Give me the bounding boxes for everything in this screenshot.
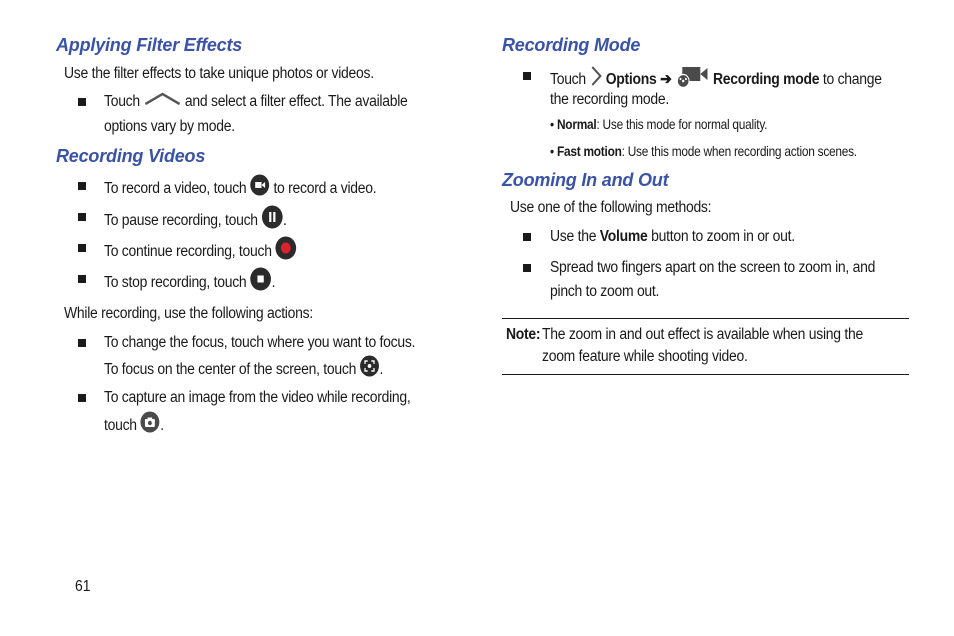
stop-icon bbox=[250, 267, 272, 299]
videos-bullet-4: To stop recording, touch . bbox=[104, 267, 275, 299]
videos-bullet-6-line1: To capture an image from the video while recording, bbox=[104, 389, 411, 406]
note-label: Note: bbox=[506, 326, 541, 343]
recording-mode-icon bbox=[675, 64, 709, 96]
mode-sub-fast-motion: • Fast motion: Use this mode when recording action scenes. bbox=[550, 143, 857, 159]
camera-icon bbox=[140, 411, 160, 441]
record-icon bbox=[275, 236, 297, 268]
bullet bbox=[523, 264, 531, 272]
note-line2: zoom feature while shooting video. bbox=[542, 348, 748, 365]
heading-zooming: Zooming In and Out bbox=[502, 170, 669, 190]
bullet bbox=[523, 233, 531, 241]
zoom-intro: Use one of the following methods: bbox=[510, 199, 712, 216]
bullet bbox=[78, 275, 86, 283]
heading-applying-filter-effects: Applying Filter Effects bbox=[56, 35, 243, 55]
videos-bullet-2: To pause recording, touch . bbox=[104, 205, 287, 237]
filter-intro: Use the filter effects to take unique photos or videos. bbox=[64, 65, 374, 82]
videos-bullet-5-line2: To focus on the center of the screen, touch . bbox=[104, 355, 383, 385]
bullet bbox=[78, 244, 86, 252]
note-top-rule bbox=[502, 318, 909, 319]
zoom-bullet-2-line2: pinch to zoom out. bbox=[550, 283, 660, 300]
mode-bullet-1-line2: the recording mode. bbox=[550, 91, 669, 108]
mode-bullet-1: Touch Options ➔ Recording mode to change bbox=[550, 64, 882, 96]
videos-bullet-1: To record a video, touch to record a video. bbox=[104, 174, 376, 204]
videos-bullet-3: To continue recording, touch bbox=[104, 236, 297, 268]
videos-bullet-5-line1: To change the focus, touch where you want to focus. bbox=[104, 334, 416, 351]
bullet bbox=[523, 72, 531, 80]
heading-recording-mode: Recording Mode bbox=[502, 35, 641, 55]
note-line1: The zoom in and out effect is available when using the bbox=[542, 326, 863, 343]
page-number: 61 bbox=[75, 578, 91, 595]
focus-icon bbox=[360, 355, 380, 385]
video-camera-icon bbox=[250, 174, 270, 204]
note-bottom-rule bbox=[502, 374, 909, 375]
mode-sub-normal: • Normal: Use this mode for normal quality. bbox=[550, 116, 768, 132]
zoom-bullet-2-line1: Spread two fingers apart on the screen to zoom in, and bbox=[550, 259, 876, 276]
videos-bullet-6-line2: touch . bbox=[104, 411, 164, 441]
while-recording-text: While recording, use the following actions: bbox=[64, 305, 313, 322]
filter-bullet-1-line2: options vary by mode. bbox=[104, 118, 235, 135]
bullet bbox=[78, 98, 86, 106]
bullet bbox=[78, 394, 86, 402]
heading-recording-videos: Recording Videos bbox=[56, 146, 206, 166]
bullet bbox=[78, 339, 86, 347]
filter-bullet-1: Touch and select a filter effect. The available bbox=[104, 90, 408, 114]
chevron-up-icon bbox=[144, 90, 182, 114]
pause-icon bbox=[261, 205, 283, 237]
bullet bbox=[78, 182, 86, 190]
zoom-bullet-1: Use the Volume button to zoom in or out. bbox=[550, 228, 795, 245]
bullet bbox=[78, 213, 86, 221]
